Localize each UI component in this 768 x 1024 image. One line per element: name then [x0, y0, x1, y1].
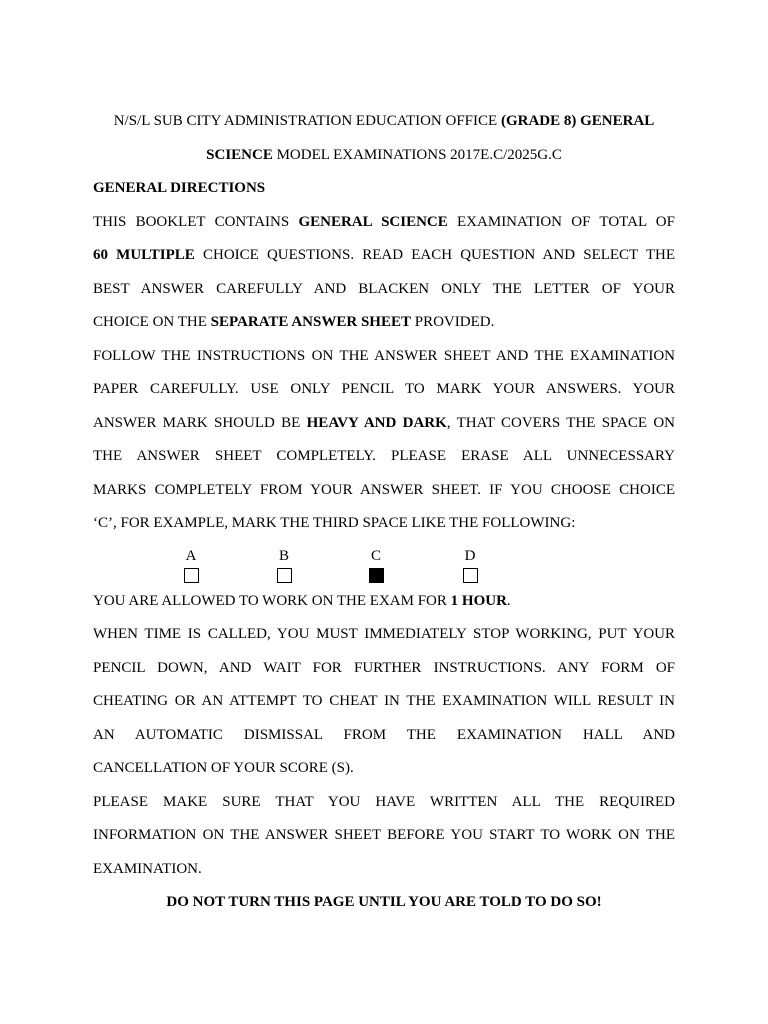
choice-bubble-filled — [369, 568, 384, 583]
exam-title-line-1 — [93, 108, 675, 142]
time-text: YOU ARE ALLOWED TO WORK ON THE EXAM FOR — [93, 592, 451, 609]
para3-text: CANCELLATION OF YOUR SCORE (S). — [93, 760, 354, 776]
para1-line-2 — [93, 242, 675, 276]
exam-title-line-2 — [93, 142, 675, 176]
directions-heading — [93, 175, 675, 209]
para1-line-3 — [93, 276, 675, 310]
para1-text: EXAMINATION OF TOTAL OF — [447, 213, 675, 230]
title-grade-text: (GRADE 8) GENERAL — [500, 113, 655, 129]
closing-warning-text: DO NOT TURN THIS PAGE UNTIL YOU ARE TOLD TO DO SO! — [166, 894, 602, 910]
para1-line-1 — [93, 209, 675, 243]
para3-text: CHEATING OR AN ATTEMPT TO CHEAT IN THE EXAMINATION WILL RESULT IN — [93, 693, 675, 709]
para2-text: PAPER CAREFULLY. USE ONLY PENCIL TO MARK YOUR ANSWERS. YOUR — [93, 381, 675, 397]
para2-text: FOLLOW THE INSTRUCTIONS ON THE ANSWER SHEET AND THE EXAMINATION — [93, 347, 675, 364]
para3-line-5 — [93, 755, 675, 789]
para1-answer-sheet-bold: SEPARATE ANSWER SHEET — [210, 314, 411, 330]
para2-text: ‘C’, FOR EXAMPLE, MARK THE THIRD SPACE LIKE THE FOLLOWING: — [93, 515, 576, 531]
choice-d — [460, 544, 480, 583]
para3-text: AN AUTOMATIC DISMISSAL FROM THE EXAMINATION HALL AND — [93, 726, 675, 743]
choice-letter: B — [278, 547, 289, 564]
answer-example — [93, 544, 675, 588]
para1-text: CHOICE ON THE — [93, 314, 211, 330]
choice-bubble-empty — [463, 568, 478, 583]
choice-c — [366, 544, 386, 583]
para2-line-1 — [93, 343, 675, 377]
para1-subject-bold: GENERAL SCIENCE — [298, 213, 448, 230]
para2-text: MARKS COMPLETELY FROM YOUR ANSWER SHEET. IF YOU CHOOSE CHOICE — [93, 481, 675, 498]
para1-count-bold: 60 MULTIPLE — [93, 247, 195, 263]
directions-paragraph-2 — [93, 343, 675, 544]
para2-text: THE ANSWER SHEET COMPLETELY. PLEASE ERASE ALL UNNECESSARY — [93, 448, 675, 464]
exam-cover-page — [93, 108, 675, 923]
para4-text: PLEASE MAKE SURE THAT YOU HAVE WRITTEN ALL THE REQUIRED — [93, 793, 675, 810]
directions-heading-text: GENERAL DIRECTIONS — [93, 180, 266, 196]
para3-text: WHEN TIME IS CALLED, YOU MUST IMMEDIATELY STOP WORKING, PUT YOUR — [93, 626, 675, 642]
para4-text: INFORMATION ON THE ANSWER SHEET BEFORE YOU START TO WORK ON THE — [93, 827, 675, 843]
para3-line-4 — [93, 722, 675, 756]
para2-heavy-dark-bold: HEAVY AND DARK — [306, 414, 447, 431]
para2-line-2 — [93, 376, 675, 410]
para1-text: PROVIDED. — [410, 314, 495, 330]
para3-line-1 — [93, 621, 675, 655]
para3-text: PENCIL DOWN, AND WAIT FOR FURTHER INSTRUCTIONS. ANY FORM OF — [93, 659, 675, 676]
choice-letter: D — [464, 547, 476, 564]
choice-bubble-empty — [184, 568, 199, 583]
directions-paragraph-1 — [93, 209, 675, 343]
directions-paragraph-4 — [93, 789, 675, 890]
para1-text: THIS BOOKLET CONTAINS — [93, 213, 299, 230]
title-subject-text: SCIENCE — [206, 146, 273, 163]
para3-line-2 — [93, 655, 675, 689]
para4-line-1 — [93, 789, 675, 823]
para2-line-6 — [93, 510, 675, 544]
para1-text: CHOICE QUESTIONS. READ EACH QUESTION AND SELECT THE — [194, 247, 676, 263]
directions-paragraph-3 — [93, 621, 675, 789]
para4-line-2 — [93, 822, 675, 856]
choice-letter: C — [370, 547, 381, 564]
para1-line-4 — [93, 309, 675, 343]
para4-text: EXAMINATION. — [93, 860, 202, 877]
choice-a — [181, 544, 201, 583]
para4-line-3 — [93, 856, 675, 890]
time-duration-bold: 1 HOUR — [450, 592, 507, 609]
para2-text: , THAT COVERS THE SPACE ON — [446, 414, 676, 431]
para2-line-4 — [93, 443, 675, 477]
para2-line-3 — [93, 410, 675, 444]
para3-line-3 — [93, 688, 675, 722]
para2-line-5 — [93, 477, 675, 511]
choice-bubble-empty — [277, 568, 292, 583]
time-allowed-line — [93, 588, 675, 622]
closing-warning — [93, 889, 675, 923]
choice-b — [274, 544, 294, 583]
title-exam-text: MODEL EXAMINATIONS 2017E.C/2025G.C — [272, 146, 562, 163]
para2-text: ANSWER MARK SHOULD BE — [93, 414, 307, 431]
choice-letter: A — [185, 547, 197, 564]
title-office-text: N/S/L SUB CITY ADMINISTRATION EDUCATION OFFICE — [113, 113, 501, 129]
time-text: . — [506, 592, 511, 609]
para1-text: BEST ANSWER CAREFULLY AND BLACKEN ONLY THE LETTER OF YOUR — [93, 280, 675, 297]
